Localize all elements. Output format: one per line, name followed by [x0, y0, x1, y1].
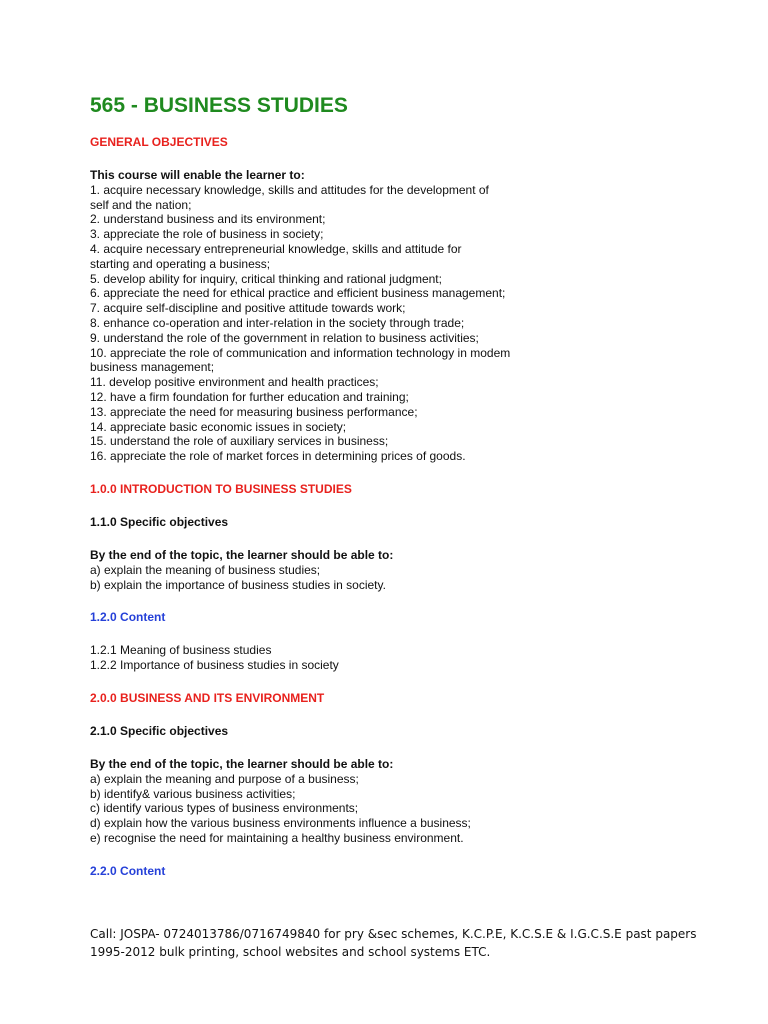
topic1-content-heading: 1.2.0 Content — [90, 610, 166, 625]
content-line: 1.2.1 Meaning of business studies — [90, 643, 272, 658]
topic1-heading: 1.0.0 INTRODUCTION TO BUSINESS STUDIES — [90, 481, 352, 496]
objective-line: 5. develop ability for inquiry, critical thinking and rational judgment; — [90, 271, 442, 286]
objective-line: 16. appreciate the role of market forces in determining prices of goods. — [90, 449, 466, 464]
objective-line: 1. acquire necessary knowledge, skills and attitudes for the development of — [90, 182, 489, 197]
objective-line: 14. appreciate basic economic issues in society; — [90, 419, 347, 434]
topic1-specific-objectives-heading: 1.1.0 Specific objectives — [90, 514, 229, 529]
objective-line: 11. develop positive environment and health practices; — [90, 375, 379, 390]
topic2-specific-objectives-heading: 2.1.0 Specific objectives — [90, 723, 229, 738]
content-line: 1.2.2 Importance of business studies in society — [90, 658, 339, 673]
objective-line: e) recognise the need for maintaining a healthy business environment. — [90, 830, 464, 845]
objective-line: 3. appreciate the role of business in society; — [90, 227, 324, 242]
topic1-content-block — [90, 643, 730, 673]
general-objectives-block — [90, 168, 730, 464]
objective-line: self and the nation; — [90, 197, 192, 212]
general-objectives-heading: GENERAL OBJECTIVES — [90, 135, 228, 149]
footer-line-1: Call: JOSPA- 0724013786/0716749840 for pry &sec schemes, K.C.P.E, K.C.S.E & I.G.C.S.E past papers — [90, 927, 697, 941]
document-title: 565 - BUSINESS STUDIES — [90, 94, 348, 117]
objective-line: 4. acquire necessary entrepreneurial knowledge, skills and attitude for — [90, 241, 462, 256]
objective-line: 10. appreciate the role of communication and information technology in modem — [90, 345, 511, 360]
footer-line-2: 1995-2012 bulk printing, school websites and school systems ETC. — [90, 945, 491, 959]
general-objectives-lead: This course will enable the learner to: — [90, 168, 305, 182]
objective-line: 13. appreciate the need for measuring business performance; — [90, 404, 418, 419]
objective-line: d) explain how the various business environments influence a business; — [90, 816, 471, 831]
topic2-content-heading: 2.2.0 Content — [90, 863, 166, 878]
topic2-heading: 2.0.0 BUSINESS AND ITS ENVIRONMENT — [90, 690, 325, 705]
objective-line: business management; — [90, 360, 215, 375]
objective-line: c) identify various types of business environments; — [90, 801, 359, 816]
objective-line: b) explain the importance of business studies in society. — [90, 577, 386, 592]
topic1-objectives-block — [90, 548, 730, 592]
footer-note — [90, 925, 730, 961]
objective-line: 15. understand the role of auxiliary services in business; — [90, 434, 389, 449]
objective-line: b) identify& various business activities; — [90, 786, 296, 801]
objective-line: 6. appreciate the need for ethical practice and efficient business management; — [90, 286, 506, 301]
topic2-objectives-lead: By the end of the topic, the learner should be able to: — [90, 756, 394, 771]
objective-line: starting and operating a business; — [90, 256, 271, 271]
objective-line: a) explain the meaning and purpose of a business; — [90, 771, 359, 786]
topic2-objectives-block — [90, 757, 730, 846]
topic1-objectives-lead: By the end of the topic, the learner should be able to: — [90, 547, 394, 562]
objective-line: a) explain the meaning of business studies; — [90, 562, 321, 577]
objective-line: 8. enhance co-operation and inter-relation in the society through trade; — [90, 315, 465, 330]
objective-line: 7. acquire self-discipline and positive attitude towards work; — [90, 301, 406, 316]
document-page — [90, 93, 730, 897]
objective-line: 12. have a firm foundation for further education and training; — [90, 389, 409, 404]
objective-line: 2. understand business and its environment; — [90, 212, 326, 227]
objective-line: 9. understand the role of the government in relation to business activities; — [90, 330, 479, 345]
